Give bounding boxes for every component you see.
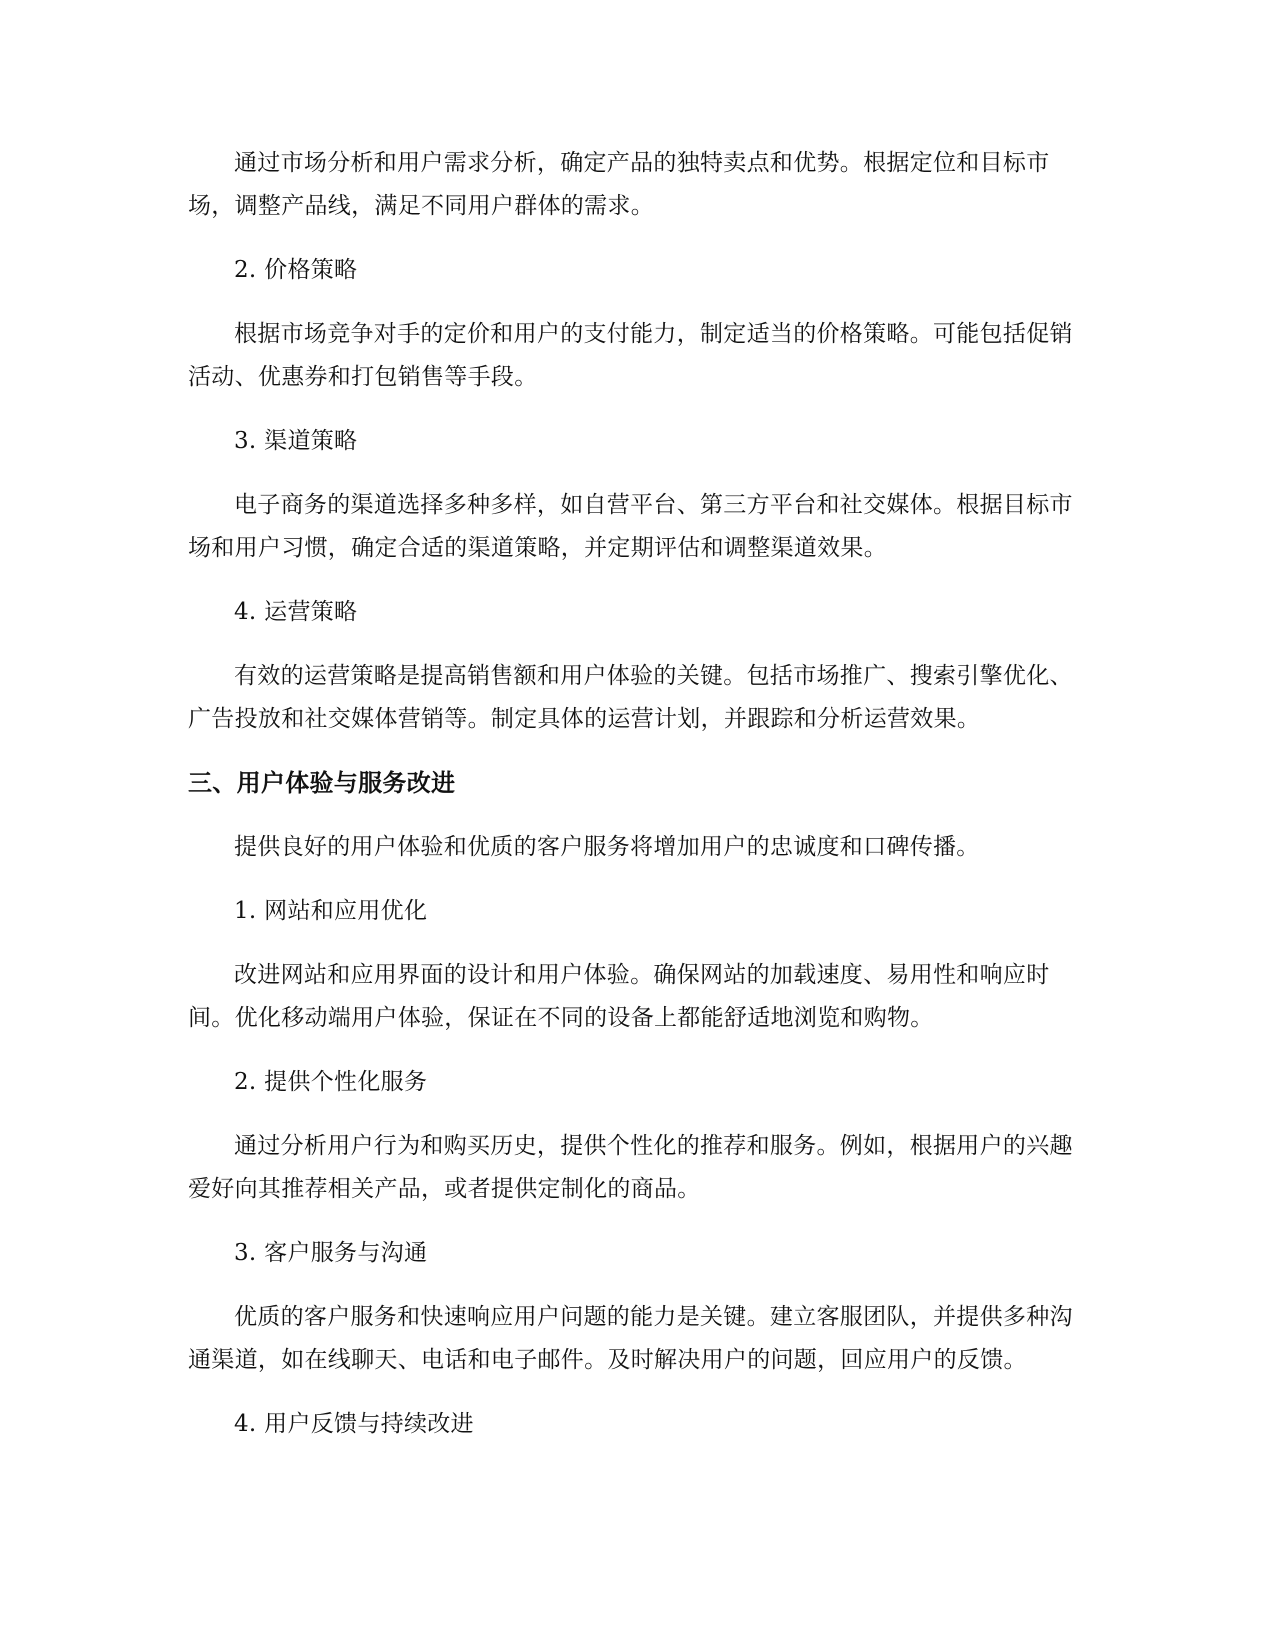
paragraph-user-experience-intro: 提供良好的用户体验和优质的客户服务将增加用户的忠诚度和口碑传播。 bbox=[234, 834, 980, 860]
list-item-personalized-service: 2. 提供个性化服务 bbox=[234, 1069, 428, 1095]
list-item-channel-strategy: 3. 渠道策略 bbox=[234, 428, 358, 454]
paragraph-customer-service: 优质的客户服务和快速响应用户问题的能力是关键。建立客服团队，并提供多种沟通渠道，如在线聊天、电话和电子邮件。及时解决用户的问题，回应用户的反馈。 bbox=[188, 1304, 1073, 1373]
paragraph-pricing-strategy: 根据市场竞争对手的定价和用户的支付能力，制定适当的价格策略。可能包括促销活动、优惠券和打包销售等手段。 bbox=[188, 321, 1073, 390]
section-heading-user-experience: 三、用户体验与服务改进 bbox=[188, 769, 456, 797]
paragraph-product-positioning: 通过市场分析和用户需求分析，确定产品的独特卖点和优势。根据定位和目标市场，调整产品线，满足不同用户群体的需求。 bbox=[188, 150, 1050, 219]
list-item-operations-strategy: 4. 运营策略 bbox=[234, 599, 358, 625]
paragraph-personalized-service: 通过分析用户行为和购买历史，提供个性化的推荐和服务。例如，根据用户的兴趣爱好向其推荐相关产品，或者提供定制化的商品。 bbox=[188, 1133, 1073, 1202]
paragraph-operations-strategy: 有效的运营策略是提高销售额和用户体验的关键。包括市场推广、搜索引擎优化、广告投放和社交媒体营销等。制定具体的运营计划，并跟踪和分析运营效果。 bbox=[188, 663, 1073, 732]
list-item-pricing-strategy: 2. 价格策略 bbox=[234, 257, 358, 283]
list-item-site-app-optimization: 1. 网站和应用优化 bbox=[234, 898, 428, 924]
paragraph-channel-strategy: 电子商务的渠道选择多种多样，如自营平台、第三方平台和社交媒体。根据目标市场和用户习惯，确定合适的渠道策略，并定期评估和调整渠道效果。 bbox=[188, 492, 1073, 561]
list-item-user-feedback: 4. 用户反馈与持续改进 bbox=[234, 1411, 474, 1437]
paragraph-site-app-optimization: 改进网站和应用界面的设计和用户体验。确保网站的加载速度、易用性和响应时间。优化移动端用户体验，保证在不同的设备上都能舒适地浏览和购物。 bbox=[188, 962, 1050, 1031]
list-item-customer-service: 3. 客户服务与沟通 bbox=[234, 1240, 428, 1266]
